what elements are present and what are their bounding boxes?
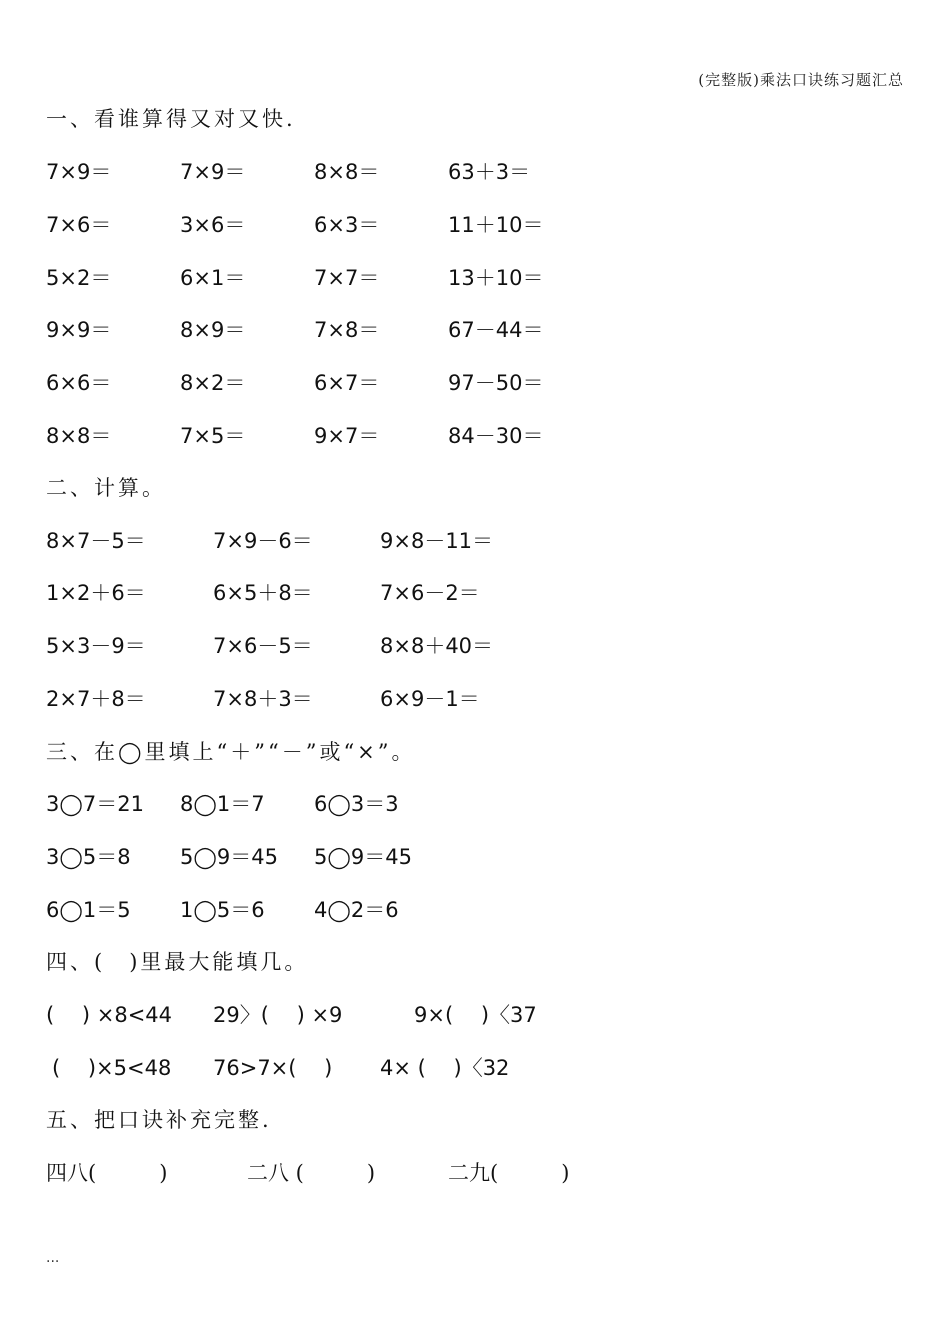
s4-item: ( )×5<48 [52, 1056, 172, 1080]
s4-item: 76>7×( ) [213, 1056, 333, 1080]
s1-item: 5×2＝ [46, 266, 112, 290]
s5-row [0, 1157, 950, 1187]
s4-item: 4× ( )〈32 [380, 1056, 510, 1080]
s3-row-3 [0, 894, 950, 924]
s1-item: 8×8＝ [46, 424, 112, 448]
s3-row-1 [0, 788, 950, 818]
s3-item: 6◯3＝3 [314, 792, 399, 816]
s1-item: 9×7＝ [314, 424, 380, 448]
s1-item: 6×3＝ [314, 213, 380, 237]
s3-item: 5◯9＝45 [314, 845, 412, 869]
s1-item: 7×6＝ [46, 213, 112, 237]
s5-item: 四八( ) [46, 1161, 168, 1185]
s3-item: 3◯5＝8 [46, 845, 131, 869]
s2-item: 5×3－9＝ [46, 634, 146, 658]
s1-item: 3×6＝ [180, 213, 246, 237]
s3-item: 5◯9＝45 [180, 845, 278, 869]
s2-item: 7×6－5＝ [213, 634, 313, 658]
s1-item: 67－44＝ [448, 318, 544, 342]
s4-item: 29〉( ) ×9 [213, 1003, 343, 1027]
s1-item: 7×8＝ [314, 318, 380, 342]
s1-item: 63＋3＝ [448, 160, 531, 184]
s1-row-6 [0, 420, 950, 450]
s1-item: 84－30＝ [448, 424, 544, 448]
s1-row-1 [0, 156, 950, 186]
s2-row-2 [0, 577, 950, 607]
s2-item: 6×5＋8＝ [213, 581, 313, 605]
s4-row-1 [0, 999, 950, 1029]
s1-item: 6×6＝ [46, 371, 112, 395]
s1-item: 7×7＝ [314, 266, 380, 290]
s2-item: 8×8＋40＝ [380, 634, 494, 658]
s3-item: 1◯5＝6 [180, 898, 265, 922]
s2-item: 7×6－2＝ [380, 581, 480, 605]
section-4-title: 四、( )里最大能填几。 [46, 950, 309, 974]
section-2-title: 二、计算。 [46, 476, 166, 500]
s1-item: 8×8＝ [314, 160, 380, 184]
s3-item: 8◯1＝7 [180, 792, 265, 816]
s4-item: ( ) ×8<44 [46, 1003, 173, 1027]
section-3-title: 三、在◯里填上“＋”“－”或“×”。 [46, 740, 416, 764]
s3-row-2 [0, 841, 950, 871]
s1-item: 9×9＝ [46, 318, 112, 342]
s4-item: 9×( )〈37 [414, 1003, 537, 1027]
s2-row-3 [0, 630, 950, 660]
s3-item: 6◯1＝5 [46, 898, 131, 922]
s2-item: 9×8－11＝ [380, 529, 494, 553]
s5-item: 二九( ) [448, 1161, 570, 1185]
s1-item: 97－50＝ [448, 371, 544, 395]
s1-item: 13＋10＝ [448, 266, 544, 290]
section-1-title: 一、看谁算得又对又快. [46, 107, 296, 131]
s2-item: 2×7＋8＝ [46, 687, 146, 711]
s1-item: 6×1＝ [180, 266, 246, 290]
s1-item: 8×2＝ [180, 371, 246, 395]
s1-item: 8×9＝ [180, 318, 246, 342]
s1-item: 6×7＝ [314, 371, 380, 395]
s1-item: 11＋10＝ [448, 213, 544, 237]
s3-item: 4◯2＝6 [314, 898, 399, 922]
s2-row-1 [0, 525, 950, 555]
document-header: (完整版)乘法口诀练习题汇总 [698, 71, 904, 89]
s3-item: 3◯7＝21 [46, 792, 144, 816]
s2-item: 6×9－1＝ [380, 687, 480, 711]
s1-row-2 [0, 209, 950, 239]
section-5-title: 五、把口诀补充完整. [46, 1108, 272, 1132]
s1-row-3 [0, 262, 950, 292]
s1-item: 7×9＝ [180, 160, 246, 184]
s1-item: 7×5＝ [180, 424, 246, 448]
s2-row-4 [0, 683, 950, 713]
s4-row-2 [0, 1052, 950, 1082]
page-footer-ellipsis: ... [46, 1250, 60, 1266]
s5-item: 二八 ( ) [247, 1161, 376, 1185]
s2-item: 1×2＋6＝ [46, 581, 146, 605]
s1-row-4 [0, 314, 950, 344]
s1-row-5 [0, 367, 950, 397]
s1-item: 7×9＝ [46, 160, 112, 184]
s2-item: 7×8＋3＝ [213, 687, 313, 711]
s2-item: 7×9－6＝ [213, 529, 313, 553]
s2-item: 8×7－5＝ [46, 529, 146, 553]
